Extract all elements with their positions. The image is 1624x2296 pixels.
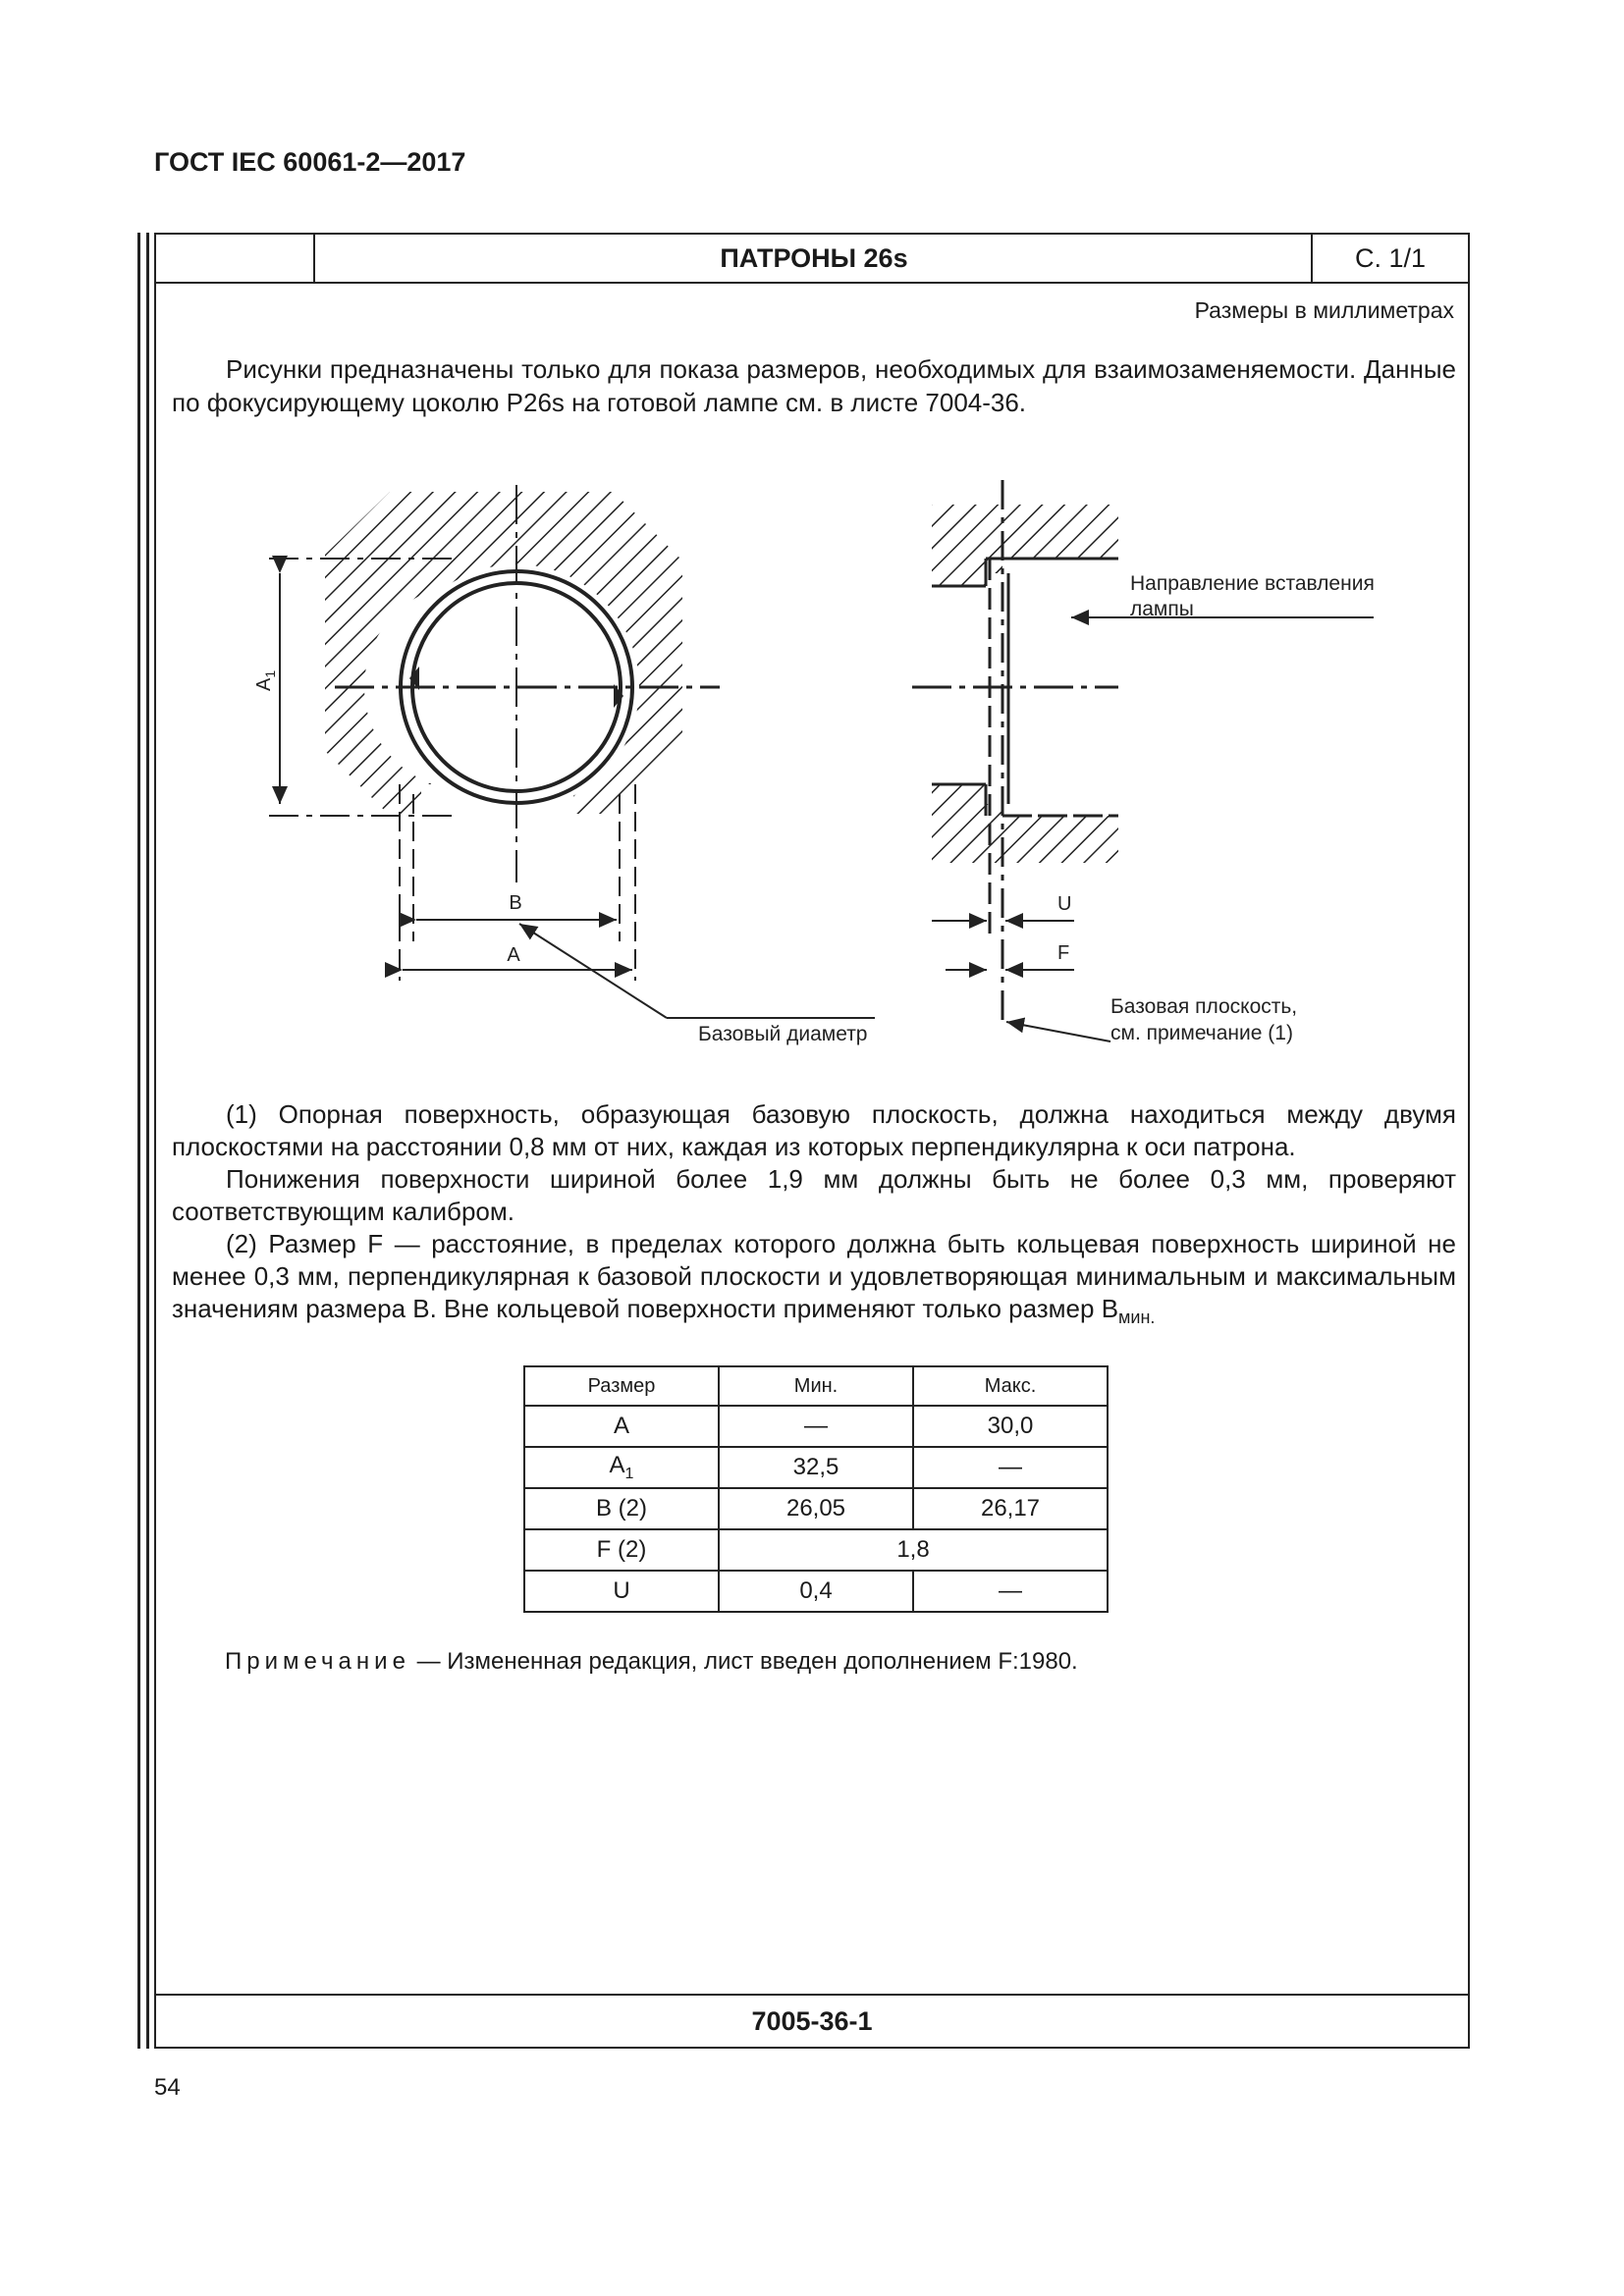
table-cell: —	[913, 1447, 1108, 1488]
table-row	[524, 1447, 1108, 1488]
technical-drawing	[156, 235, 1468, 1098]
base-plane-label: Базовая плоскость, см. примечание (1)	[1110, 995, 1298, 1044]
footnote-text: — Измененная редакция, лист введен дополнением F:1980.	[416, 1648, 1078, 1675]
table-row	[524, 1488, 1108, 1529]
notes-block	[172, 1098, 1456, 1334]
dimensions-table	[523, 1365, 1109, 1613]
table-cell: F (2)	[524, 1529, 719, 1571]
label-b: B	[509, 892, 522, 914]
table-cell: 0,4	[719, 1571, 913, 1612]
note-2: (2) Размер F — расстояние, в пределах которого должна быть кольцевая поверхность шириной не менее 0,3 мм, перпендикулярная к базовой плоскости и удовлетворяющая минимальным и максимальным значениям размера B. Вне кольцевой поверхности применяют только размер $B_{мин.}$	[172, 1229, 1456, 1328]
base-diameter-label: Базовый диаметр	[698, 1023, 868, 1045]
front-view	[253, 485, 875, 1045]
units-note: Размеры в миллиметрах	[1194, 297, 1454, 323]
note-1: (1) Опорная поверхность, образующая базовую плоскость, должна находиться между двумя плоскостями на расстоянии 0,8 мм от них, каждая из которых перпендикулярна к оси патрона.	[172, 1099, 1456, 1161]
table-cell: 1,8	[719, 1529, 1108, 1571]
table-cell: 26,17	[913, 1488, 1108, 1529]
table-cell: $A_1$	[524, 1447, 719, 1488]
page-number: 54	[154, 2074, 181, 2101]
label-a1: $A_1$	[253, 669, 278, 691]
table-row	[524, 1571, 1108, 1612]
table-cell: 32,5	[719, 1447, 913, 1488]
table-cell: 30,0	[913, 1406, 1108, 1447]
sheet-page: С. 1/1	[1311, 235, 1468, 282]
intro-text: Рисунки предназначены только для показа размеров, необходимых для взаимозаменяемости. Данные по фокусирующему цоколю P26s на готовой лампе см. в листе 7004-36.	[172, 354, 1456, 417]
label-f: F	[1057, 942, 1070, 964]
sheet-frame	[154, 233, 1470, 2049]
table-row	[524, 1529, 1108, 1571]
table-cell: A	[524, 1406, 719, 1447]
label-a: A	[507, 944, 520, 966]
table-cell: B (2)	[524, 1488, 719, 1529]
table-cell: —	[719, 1406, 913, 1447]
label-u: U	[1057, 893, 1072, 915]
table-header-row	[524, 1366, 1108, 1406]
table-header: Макс.	[913, 1366, 1108, 1406]
document-header: ГОСТ IEC 60061-2—2017	[154, 147, 466, 177]
sheet-title: ПАТРОНЫ 26s	[720, 243, 908, 273]
table-cell: 26,05	[719, 1488, 913, 1529]
table-header: Размер	[524, 1366, 719, 1406]
table-cell: —	[913, 1571, 1108, 1612]
note-1b: Понижения поверхности шириной более 1,9 мм должны быть не более 0,3 мм, проверяют соответствующим калибром.	[172, 1164, 1456, 1226]
table-header: Мин.	[719, 1366, 913, 1406]
table-cell: U	[524, 1571, 719, 1612]
sheet-code: 7005-36-1	[156, 1994, 1468, 2047]
table-row	[524, 1406, 1108, 1447]
insert-direction-label: Направление вставления лампы	[1130, 572, 1375, 620]
margin-bars	[137, 233, 149, 2049]
side-view	[912, 480, 1375, 1044]
footnote-label: Примечание	[225, 1648, 410, 1675]
footnote	[225, 1648, 1078, 1676]
